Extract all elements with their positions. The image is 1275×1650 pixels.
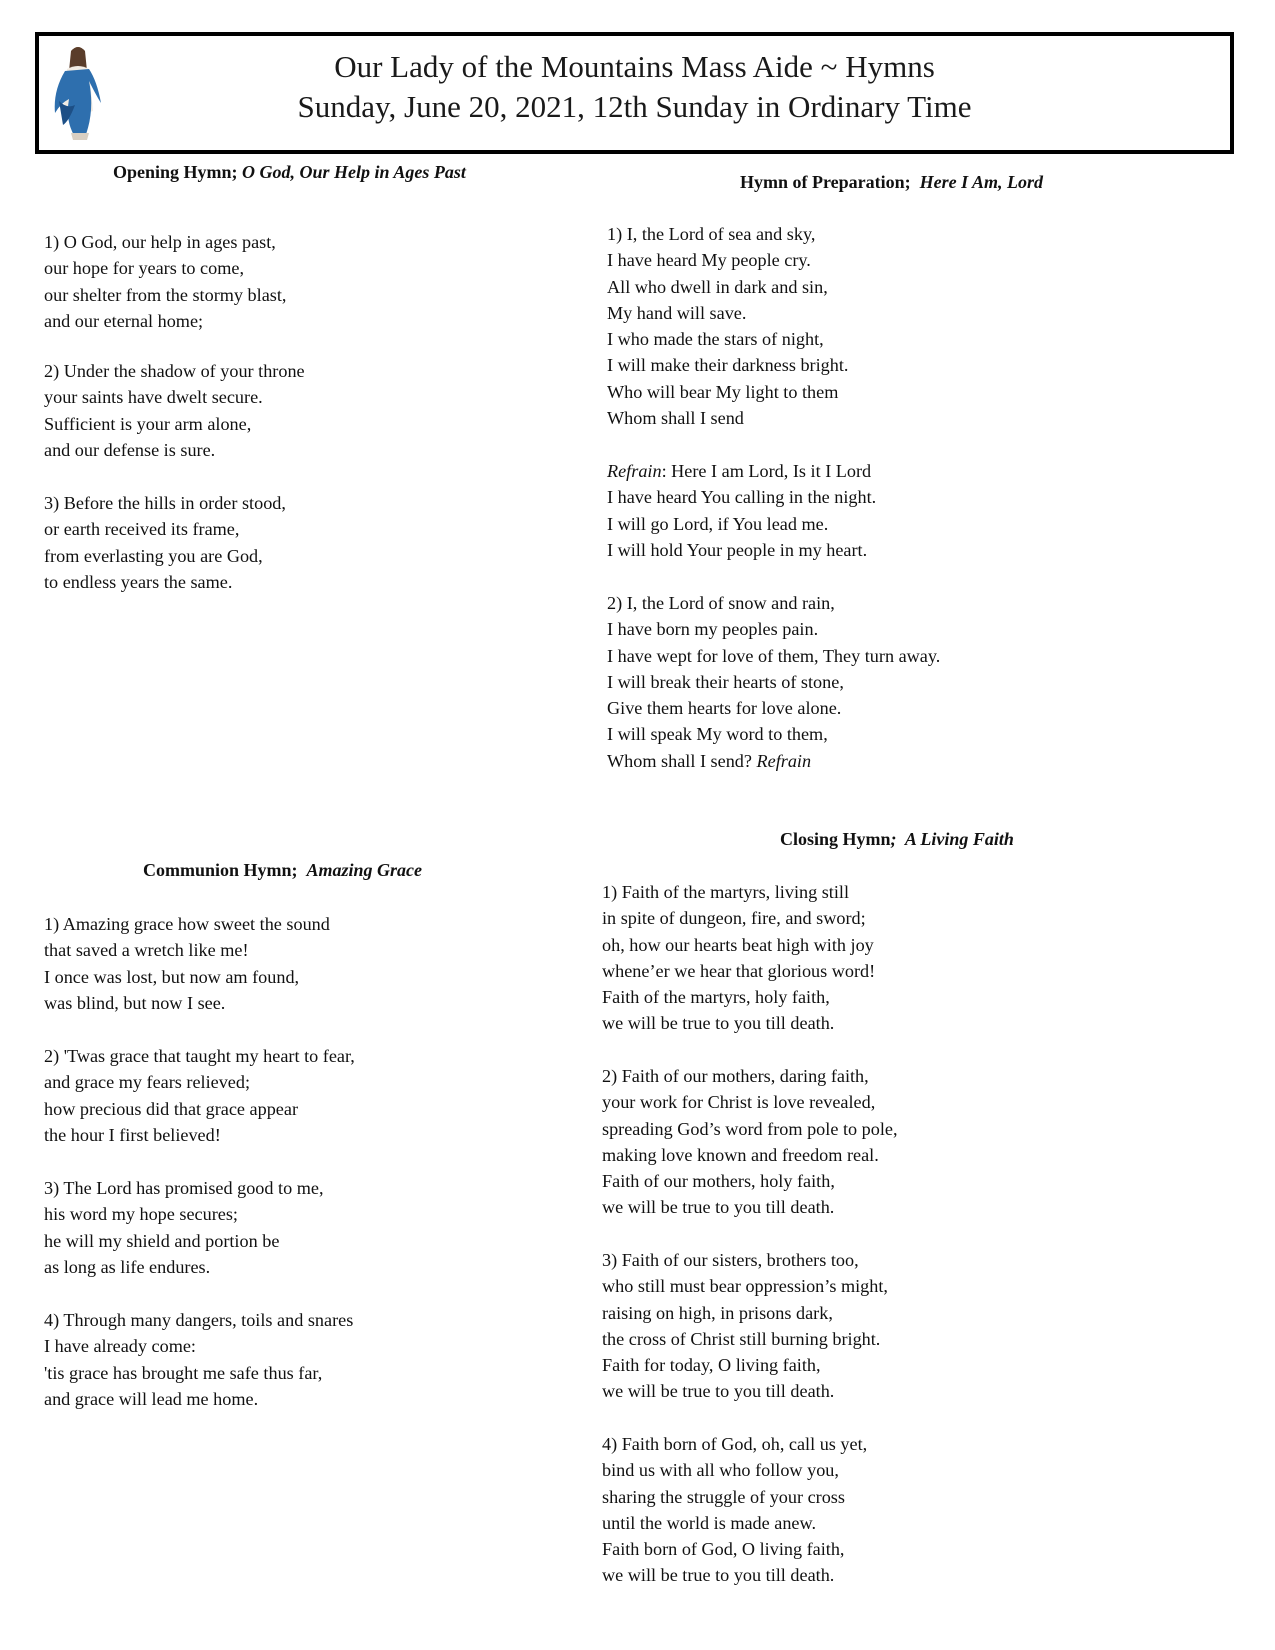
- page-subtitle: Sunday, June 20, 2021, 12th Sunday in Ordinary Time: [297, 89, 972, 124]
- verse-line: 4) Through many dangers, toils and snares: [44, 1310, 354, 1330]
- verse-line: your work for Christ is love revealed,: [602, 1092, 876, 1113]
- verse-line: oh, how our hearts beat high with joy: [602, 934, 874, 955]
- verse-line: 3) Faith of our sisters, brothers too,: [602, 1250, 859, 1270]
- verse-line: he will my shield and portion be: [44, 1230, 280, 1251]
- verse-line: sharing the struggle of your cross: [602, 1486, 845, 1507]
- verse-line: I have already come:: [44, 1336, 196, 1357]
- communion-verse-4: [44, 1307, 353, 1412]
- verse-line: making love known and freedom real.: [602, 1144, 879, 1165]
- opening-hymn-label: Opening Hymn: [113, 162, 232, 182]
- verse-last-line: [607, 748, 940, 774]
- refrain-label: Refrain: [607, 461, 662, 481]
- opening-verse-1: [44, 229, 286, 334]
- verse-line: I will go Lord, if You lead me.: [607, 513, 829, 534]
- verse-line: we will be true to you till death.: [602, 1013, 835, 1034]
- verse-line: I have heard You calling in the night.: [607, 487, 877, 508]
- communion-verse-2: [44, 1043, 355, 1148]
- verse-line: as long as life endures.: [44, 1256, 211, 1277]
- verse-line: 4) Faith born of God, oh, call us yet,: [602, 1434, 868, 1454]
- verse-line: 2) 'Twas grace that taught my heart to fear,: [44, 1046, 355, 1066]
- verse-line: I have born my peoples pain.: [607, 619, 819, 640]
- closing-hymn-title: A Living Faith: [904, 829, 1014, 849]
- verse-line: the hour I first believed!: [44, 1124, 221, 1145]
- verse-line: Who will bear My light to them: [607, 381, 839, 402]
- communion-hymn-heading: Communion Hymn; Amazing Grace: [143, 860, 423, 880]
- verse-last-text: Whom shall I send?: [607, 750, 757, 771]
- communion-hymn-title: Amazing Grace: [306, 860, 423, 880]
- verse-line: we will be true to you till death.: [602, 1381, 835, 1402]
- verse-line: we will be true to you till death.: [602, 1197, 835, 1218]
- verse-line: whene’er we hear that glorious word!: [602, 960, 876, 981]
- preparation-hymn-title: Here I Am, Lord: [919, 172, 1043, 192]
- refrain-first-text: : Here I am Lord, Is it I Lord: [661, 461, 872, 481]
- verse-line: 'tis grace has brought me safe thus far,: [44, 1362, 323, 1383]
- verse-line: My hand will save.: [607, 302, 747, 323]
- preparation-hymn-label: Hymn of Preparation: [740, 172, 905, 192]
- verse-line: Faith of the martyrs, holy faith,: [602, 987, 830, 1008]
- verse-line: I have wept for love of them, They turn away.: [607, 645, 941, 666]
- communion-hymn-label: Communion Hymn: [143, 860, 292, 880]
- verse-line: our hope for years to come,: [44, 258, 244, 279]
- verse-line: the cross of Christ still burning bright.: [602, 1328, 881, 1349]
- verse-line: 1) O God, our help in ages past,: [44, 232, 276, 252]
- opening-verse-3: [44, 490, 286, 595]
- preparation-verse-2: [607, 590, 940, 774]
- verse-line: Sufficient is your arm alone,: [44, 413, 252, 434]
- verse-line: was blind, but now I see.: [44, 992, 226, 1013]
- verse-line: and our defense is sure.: [44, 439, 216, 460]
- verse-line: I have heard My people cry.: [607, 250, 811, 271]
- verse-line: spreading God’s word from pole to pole,: [602, 1118, 898, 1139]
- header-box: [35, 32, 1234, 154]
- verse-line: 1) Faith of the martyrs, living still: [602, 882, 850, 902]
- verse-line: 2) I, the Lord of snow and rain,: [607, 593, 835, 613]
- verse-line: 1) I, the Lord of sea and sky,: [607, 224, 816, 244]
- verse-line: from everlasting you are God,: [44, 545, 263, 566]
- closing-verse-3: [602, 1247, 888, 1405]
- communion-verse-3: [44, 1175, 324, 1280]
- verse-line: Faith of our mothers, holy faith,: [602, 1171, 835, 1192]
- verse-line: bind us with all who follow you,: [602, 1460, 839, 1481]
- preparation-refrain: [607, 458, 876, 563]
- closing-verse-2: [602, 1063, 898, 1221]
- closing-hymn-heading: Closing Hymn; A Living Faith: [780, 829, 1014, 849]
- opening-hymn-heading: Opening Hymn; O God, Our Help in Ages Past: [113, 162, 466, 182]
- closing-verse-4: [602, 1431, 867, 1589]
- verse-line: 2) Under the shadow of your throne: [44, 361, 305, 381]
- verse-line: his word my hope secures;: [44, 1204, 238, 1225]
- verse-line: 3) The Lord has promised good to me,: [44, 1178, 324, 1198]
- closing-hymn-label: Closing Hymn: [780, 829, 891, 849]
- verse-line: Whom shall I send: [607, 408, 744, 429]
- preparation-hymn-heading: Hymn of Preparation; Here I Am, Lord: [740, 172, 1043, 192]
- verse-line: Give them hearts for love alone.: [607, 698, 842, 719]
- verse-line: Faith for today, O living faith,: [602, 1355, 821, 1376]
- verse-line: in spite of dungeon, fire, and sword;: [602, 908, 866, 929]
- verse-line: I will hold Your people in my heart.: [607, 539, 868, 560]
- communion-verse-1: [44, 911, 330, 1016]
- verse-line: to endless years the same.: [44, 571, 233, 592]
- verse-line: our shelter from the stormy blast,: [44, 284, 287, 305]
- verse-line: who still must bear oppression’s might,: [602, 1276, 888, 1297]
- verse-line: 2) Faith of our mothers, daring faith,: [602, 1066, 869, 1086]
- verse-line: we will be true to you till death.: [602, 1565, 835, 1586]
- verse-line: 1) Amazing grace how sweet the sound: [44, 914, 330, 934]
- verse-line: until the world is made anew.: [602, 1512, 816, 1533]
- verse-line: or earth received its frame,: [44, 519, 240, 540]
- verse-line: and our eternal home;: [44, 310, 204, 331]
- verse-line: All who dwell in dark and sin,: [607, 276, 828, 297]
- verse-line: and grace my fears relieved;: [44, 1072, 251, 1093]
- verse-line: and grace will lead me home.: [44, 1388, 259, 1409]
- verse-line: raising on high, in prisons dark,: [602, 1302, 833, 1323]
- verse-line: I will make their darkness bright.: [607, 355, 849, 376]
- verse-line: I will break their hearts of stone,: [607, 671, 844, 692]
- verse-line: I once was lost, but now am found,: [44, 966, 300, 987]
- verse-line: your saints have dwelt secure.: [44, 387, 263, 408]
- preparation-verse-1: [607, 221, 848, 431]
- page-title: Our Lady of the Mountains Mass Aide ~ Hymns: [334, 49, 935, 84]
- closing-verse-1: [602, 879, 875, 1037]
- verse-line: that saved a wretch like me!: [44, 940, 249, 961]
- verse-line: I will speak My word to them,: [607, 724, 828, 745]
- verse-line: Faith born of God, O living faith,: [602, 1539, 845, 1560]
- verse-line: I who made the stars of night,: [607, 329, 824, 350]
- opening-hymn-title: O God, Our Help in Ages Past: [242, 162, 466, 182]
- opening-verse-2: [44, 358, 305, 463]
- verse-line: 3) Before the hills in order stood,: [44, 493, 286, 513]
- refrain-tag: Refrain: [756, 750, 812, 771]
- verse-line: how precious did that grace appear: [44, 1098, 299, 1119]
- refrain-first-line: [607, 458, 876, 484]
